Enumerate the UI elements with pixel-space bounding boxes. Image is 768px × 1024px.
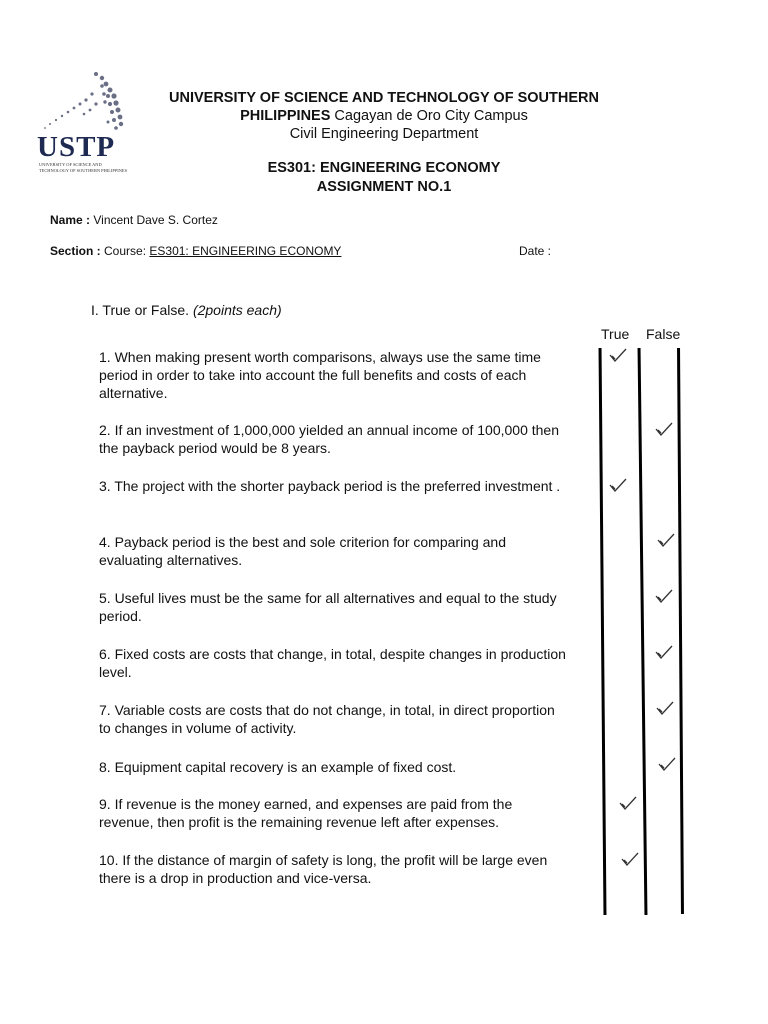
name-label: Name : bbox=[50, 213, 91, 227]
checkmark-icon bbox=[655, 422, 673, 438]
question-item: 8. Equipment capital recovery is an example of fixed cost. bbox=[99, 759, 457, 775]
checkmark-icon bbox=[609, 348, 627, 364]
university-name-line2 bbox=[0, 108, 768, 124]
logo-wordmark: USTP bbox=[37, 131, 116, 163]
name-value: Vincent Dave S. Cortez bbox=[93, 213, 218, 227]
part-points: (2points each) bbox=[192, 302, 282, 318]
column-divider-middle bbox=[638, 348, 648, 915]
column-divider-right bbox=[677, 348, 684, 914]
question-item: 7. Variable costs are costs that do not change, in total, in direct proportion to changes in volume of activity. bbox=[99, 702, 555, 736]
question-item: 4. Payback period is the best and sole criterion for comparing and evaluating alternatives. bbox=[99, 534, 507, 568]
question-item: 2. If an investment of 1,000,000 yielded an annual income of 100,000 then the payback period would be 8 years. bbox=[99, 422, 559, 456]
column-divider-left bbox=[599, 348, 607, 915]
question-item: 9. If revenue is the money earned, and expenses are paid from the revenue, then profit is the remaining revenue left after expenses. bbox=[99, 796, 513, 830]
course-title: ES301: ENGINEERING ECONOMY bbox=[267, 160, 501, 176]
checkmark-icon bbox=[609, 478, 627, 494]
question-item: 3. The project with the shorter payback period is the preferred investment . bbox=[99, 478, 561, 494]
column-header-false: False bbox=[646, 326, 681, 342]
question-item: 10. If the distance of margin of safety is long, the profit will be large even there is a drop in production and vice-versa. bbox=[99, 852, 548, 886]
date-label: Date : bbox=[519, 244, 552, 258]
logo-subtitle: UNIVERSITY OF SCIENCE AND TECHNOLOGY OF SOUTHERN PHILIPPINES bbox=[39, 162, 128, 173]
university-name-bold: PHILIPPINES bbox=[240, 108, 331, 124]
checkmark-icon bbox=[656, 701, 674, 717]
part-heading: I. True or False. bbox=[91, 302, 190, 318]
course-label: Course: bbox=[104, 244, 147, 258]
course-value: ES301: ENGINEERING ECONOMY bbox=[149, 244, 342, 258]
checkmark-icon bbox=[658, 757, 676, 773]
part-title bbox=[91, 302, 282, 318]
column-header-true: True bbox=[601, 326, 630, 342]
checkmark-icon bbox=[655, 589, 673, 605]
question-item: 6. Fixed costs are costs that change, in total, despite changes in production level. bbox=[99, 646, 566, 680]
campus-name: Cagayan de Oro City Campus bbox=[330, 108, 528, 124]
checkmark-icon bbox=[655, 645, 673, 661]
university-name-line1: UNIVERSITY OF SCIENCE AND TECHNOLOGY OF SOUTHERN bbox=[169, 90, 599, 106]
checkmark-icon bbox=[657, 533, 675, 549]
department-name: Civil Engineering Department bbox=[289, 126, 479, 142]
section-field bbox=[50, 244, 341, 258]
name-field bbox=[50, 213, 218, 227]
checkmark-icon bbox=[619, 796, 637, 812]
section-label: Section : bbox=[50, 244, 101, 258]
checkmark-icon bbox=[621, 852, 639, 868]
question-item: 5. Useful lives must be the same for all alternatives and equal to the study period. bbox=[99, 590, 557, 624]
assignment-title: ASSIGNMENT NO.1 bbox=[316, 179, 452, 195]
question-item: 1. When making present worth comparisons, always use the same time period in order to take into account the full benefits and costs of each alternative. bbox=[99, 349, 541, 401]
